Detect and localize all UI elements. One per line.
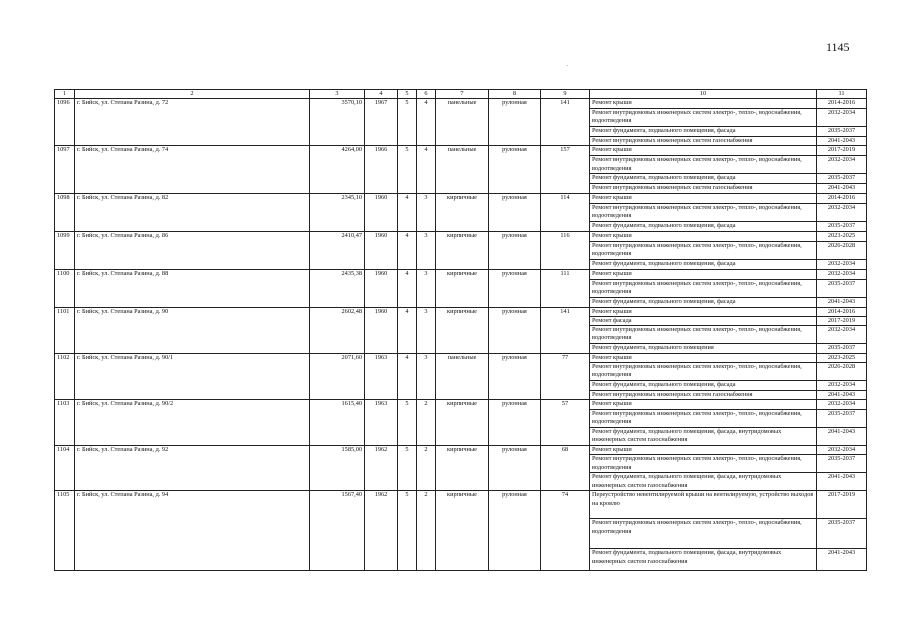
work-type-cell: Ремонт крыши xyxy=(590,231,817,241)
work-type-cell: Ремонт внутридомовых инженерных систем электро-, тепло-, водоснабжения, водоотведения xyxy=(590,519,817,549)
period-cell: 2026-2028 xyxy=(817,363,867,381)
period-cell: 2041-2043 xyxy=(817,137,867,146)
work-type-cell: Ремонт крыши xyxy=(590,400,817,410)
period-cell: 2023-2025 xyxy=(817,353,867,362)
period-cell: 2017-2019 xyxy=(817,316,867,325)
row-number: 1102 xyxy=(55,353,75,399)
period-cell: 2035-2037 xyxy=(817,221,867,231)
address-cell: г. Бийск, ул. Степана Разина, д. 88 xyxy=(75,269,310,307)
walls-cell: кирпичные xyxy=(436,231,489,269)
period-cell: 2032-2034 xyxy=(817,259,867,269)
table-body xyxy=(55,99,867,571)
entrances-cell: 4 xyxy=(417,146,436,193)
scan-speck: · xyxy=(566,62,569,70)
table-row xyxy=(55,353,867,362)
entrances-cell: 2 xyxy=(417,446,436,491)
entrances-cell: 3 xyxy=(417,269,436,307)
walls-cell: панельные xyxy=(436,99,489,146)
area-cell: 2410,47 xyxy=(310,231,365,269)
roof-cell: рулонная xyxy=(489,446,541,491)
column-header-8: 8 xyxy=(489,90,541,99)
roof-cell: рулонная xyxy=(489,400,541,446)
area-cell: 1615,40 xyxy=(310,400,365,446)
floors-cell: 4 xyxy=(398,307,417,353)
work-type-cell: Ремонт крыши xyxy=(590,193,817,203)
year-cell: 1967 xyxy=(365,99,398,146)
work-type-cell: Ремонт фундамента, подвального помещения, фасада xyxy=(590,381,817,391)
work-type-cell: Ремонт внутридомовых инженерных систем электро-, тепло-, водоснабжения, водоотведения xyxy=(590,325,817,343)
address-cell: г. Бийск, ул. Степана Разина, д. 94 xyxy=(75,491,310,571)
apartments-cell: 74 xyxy=(541,491,590,571)
area-cell: 2071,60 xyxy=(310,353,365,399)
year-cell: 1960 xyxy=(365,193,398,231)
walls-cell: кирпичные xyxy=(436,446,489,491)
row-number: 1097 xyxy=(55,146,75,193)
period-cell: 2014-2016 xyxy=(817,193,867,203)
walls-cell: кирпичные xyxy=(436,307,489,353)
period-cell: 2035-2037 xyxy=(817,519,867,549)
work-type-cell: Ремонт фундамента, подвального помещения, фасада xyxy=(590,297,817,307)
address-cell: г. Бийск, ул. Степана Разина, д. 86 xyxy=(75,231,310,269)
walls-cell: кирпичные xyxy=(436,491,489,571)
work-type-cell: Ремонт фундамента, подвального помещения xyxy=(590,343,817,353)
column-header-4: 4 xyxy=(365,90,398,99)
column-header-5: 5 xyxy=(398,90,417,99)
work-type-cell: Ремонт фундамента, подвального помещения, фасада, внутридомовых инженерных систем газоснабжения xyxy=(590,549,817,571)
row-number: 1104 xyxy=(55,446,75,491)
period-cell: 2035-2037 xyxy=(817,127,867,137)
floors-cell: 4 xyxy=(398,269,417,307)
row-number: 1101 xyxy=(55,307,75,353)
period-cell: 2023-2025 xyxy=(817,231,867,241)
apartments-cell: 116 xyxy=(541,231,590,269)
entrances-cell: 3 xyxy=(417,353,436,399)
work-type-cell: Ремонт внутридомовых инженерных систем электро-, тепло-, водоснабжения, водоотведения xyxy=(590,241,817,259)
year-cell: 1963 xyxy=(365,353,398,399)
apartments-cell: 68 xyxy=(541,446,590,491)
address-cell: г. Бийск, ул. Степана Разина, д. 90/2 xyxy=(75,400,310,446)
period-cell: 2035-2037 xyxy=(817,279,867,297)
work-type-cell: Ремонт фундамента, подвального помещения, фасада xyxy=(590,259,817,269)
work-type-cell: Ремонт фундамента, подвального помещения, фасада xyxy=(590,174,817,184)
table-row xyxy=(55,400,867,410)
period-cell: 2032-2034 xyxy=(817,269,867,279)
year-cell: 1960 xyxy=(365,269,398,307)
apartments-cell: 157 xyxy=(541,146,590,193)
period-cell: 2041-2043 xyxy=(817,428,867,446)
table-row xyxy=(55,307,867,316)
work-type-cell: Ремонт крыши xyxy=(590,269,817,279)
entrances-cell: 3 xyxy=(417,231,436,269)
work-type-cell: Ремонт фундамента, подвального помещения, фасада, внутридомовых инженерных систем газоснабжения xyxy=(590,428,817,446)
address-cell: г. Бийск, ул. Степана Разина, д. 82 xyxy=(75,193,310,231)
period-cell: 2032-2034 xyxy=(817,381,867,391)
entrances-cell: 2 xyxy=(417,491,436,571)
period-cell: 2041-2043 xyxy=(817,184,867,193)
work-type-cell: Ремонт внутридомовых инженерных систем электро-, тепло-, водоснабжения, водоотведения xyxy=(590,455,817,473)
row-number: 1098 xyxy=(55,193,75,231)
entrances-cell: 3 xyxy=(417,307,436,353)
period-cell: 2041-2043 xyxy=(817,297,867,307)
apartments-cell: 141 xyxy=(541,99,590,146)
work-type-cell: Ремонт крыши xyxy=(590,99,817,109)
period-cell: 2014-2016 xyxy=(817,307,867,316)
roof-cell: рулонная xyxy=(489,231,541,269)
column-header-6: 6 xyxy=(417,90,436,99)
period-cell: 2032-2034 xyxy=(817,109,867,127)
work-type-cell: Ремонт фундамента, подвального помещения, фасада, внутридомовых инженерных систем газоснабжения xyxy=(590,473,817,491)
walls-cell: панельные xyxy=(436,146,489,193)
roof-cell: рулонная xyxy=(489,146,541,193)
roof-cell: рулонная xyxy=(489,307,541,353)
period-cell: 2032-2034 xyxy=(817,446,867,455)
table-row xyxy=(55,269,867,279)
period-cell: 2014-2016 xyxy=(817,99,867,109)
period-cell: 2026-2028 xyxy=(817,241,867,259)
work-type-cell: Ремонт внутридомовых инженерных систем электро-, тепло-, водоснабжения, водоотведения xyxy=(590,363,817,381)
year-cell: 1960 xyxy=(365,231,398,269)
row-number: 1100 xyxy=(55,269,75,307)
area-cell: 2435,38 xyxy=(310,269,365,307)
column-number-row xyxy=(55,90,867,99)
roof-cell: рулонная xyxy=(489,269,541,307)
floors-cell: 4 xyxy=(398,353,417,399)
area-cell: 1585,00 xyxy=(310,446,365,491)
year-cell: 1966 xyxy=(365,146,398,193)
area-cell: 2602,48 xyxy=(310,307,365,353)
floors-cell: 5 xyxy=(398,146,417,193)
walls-cell: кирпичные xyxy=(436,269,489,307)
period-cell: 2035-2037 xyxy=(817,455,867,473)
period-cell: 2041-2043 xyxy=(817,473,867,491)
address-cell: г. Бийск, ул. Степана Разина, д. 90 xyxy=(75,307,310,353)
area-cell: 4264,00 xyxy=(310,146,365,193)
apartments-cell: 57 xyxy=(541,400,590,446)
work-type-cell: Переустройство невентилируемой крыши на вентилируемую, устройство выходов на кровлю xyxy=(590,491,817,519)
entrances-cell: 4 xyxy=(417,99,436,146)
apartments-cell: 141 xyxy=(541,307,590,353)
floors-cell: 5 xyxy=(398,99,417,146)
year-cell: 1960 xyxy=(365,307,398,353)
period-cell: 2035-2037 xyxy=(817,410,867,428)
period-cell: 2035-2037 xyxy=(817,174,867,184)
walls-cell: кирпичные xyxy=(436,193,489,231)
roof-cell: рулонная xyxy=(489,353,541,399)
column-header-11: 11 xyxy=(817,90,867,99)
table-row xyxy=(55,446,867,455)
roof-cell: рулонная xyxy=(489,99,541,146)
floors-cell: 4 xyxy=(398,193,417,231)
work-type-cell: Ремонт внутридомовых инженерных систем электро-, тепло-, водоснабжения, водоотведения xyxy=(590,156,817,174)
table-row xyxy=(55,491,867,519)
work-type-cell: Ремонт крыши xyxy=(590,307,817,316)
column-header-10: 10 xyxy=(590,90,817,99)
roof-cell: рулонная xyxy=(489,491,541,571)
row-number: 1103 xyxy=(55,400,75,446)
column-header-9: 9 xyxy=(541,90,590,99)
work-type-cell: Ремонт внутридомовых инженерных систем электро-, тепло-, водоснабжения, водоотведения xyxy=(590,109,817,127)
row-number: 1105 xyxy=(55,491,75,571)
period-cell: 2041-2043 xyxy=(817,391,867,400)
work-type-cell: Ремонт фасада xyxy=(590,316,817,325)
work-type-cell: Ремонт фундамента, подвального помещения, фасада xyxy=(590,127,817,137)
column-header-3: 3 xyxy=(310,90,365,99)
apartments-cell: 111 xyxy=(541,269,590,307)
year-cell: 1962 xyxy=(365,446,398,491)
floors-cell: 5 xyxy=(398,491,417,571)
work-type-cell: Ремонт внутридомовых инженерных систем электро-, тепло-, водоснабжения, водоотведения xyxy=(590,410,817,428)
apartments-cell: 77 xyxy=(541,353,590,399)
column-header-2: 2 xyxy=(75,90,310,99)
walls-cell: кирпичные xyxy=(436,400,489,446)
entrances-cell: 2 xyxy=(417,400,436,446)
work-type-cell: Ремонт внутридомовых инженерных систем газоснабжения xyxy=(590,184,817,193)
period-cell: 2017-2019 xyxy=(817,491,867,519)
area-cell: 1567,40 xyxy=(310,491,365,571)
period-cell: 2032-2034 xyxy=(817,325,867,343)
page-number: 1145 xyxy=(826,40,850,54)
period-cell: 2017-2019 xyxy=(817,146,867,156)
work-type-cell: Ремонт фундамента, подвального помещения, фасада xyxy=(590,221,817,231)
work-type-cell: Ремонт внутридомовых инженерных систем электро-, тепло-, водоснабжения, водоотведения xyxy=(590,203,817,221)
work-type-cell: Ремонт крыши xyxy=(590,353,817,362)
period-cell: 2032-2034 xyxy=(817,156,867,174)
row-number: 1099 xyxy=(55,231,75,269)
period-cell: 2032-2034 xyxy=(817,203,867,221)
period-cell: 2041-2043 xyxy=(817,549,867,571)
table-row xyxy=(55,231,867,241)
address-cell: г. Бийск, ул. Степана Разина, д. 72 xyxy=(75,99,310,146)
work-type-cell: Ремонт внутридомовых инженерных систем газоснабжения xyxy=(590,137,817,146)
floors-cell: 5 xyxy=(398,446,417,491)
area-cell: 3570,10 xyxy=(310,99,365,146)
walls-cell: панельные xyxy=(436,353,489,399)
year-cell: 1962 xyxy=(365,491,398,571)
work-type-cell: Ремонт внутридомовых инженерных систем электро-, тепло-, водоснабжения, водоотведения xyxy=(590,279,817,297)
year-cell: 1963 xyxy=(365,400,398,446)
floors-cell: 4 xyxy=(398,231,417,269)
period-cell: 2032-2034 xyxy=(817,400,867,410)
work-type-cell: Ремонт крыши xyxy=(590,446,817,455)
table-row xyxy=(55,193,867,203)
apartments-cell: 114 xyxy=(541,193,590,231)
work-type-cell: Ремонт крыши xyxy=(590,146,817,156)
table-row xyxy=(55,146,867,156)
roof-cell: рулонная xyxy=(489,193,541,231)
column-header-1: 1 xyxy=(55,90,75,99)
column-header-7: 7 xyxy=(436,90,489,99)
period-cell: 2035-2037 xyxy=(817,343,867,353)
address-cell: г. Бийск, ул. Степана Разина, д. 90/1 xyxy=(75,353,310,399)
capital-repair-table xyxy=(54,89,867,571)
work-type-cell: Ремонт внутридомовых инженерных систем газоснабжения xyxy=(590,391,817,400)
row-number: 1096 xyxy=(55,99,75,146)
address-cell: г. Бийск, ул. Степана Разина, д. 92 xyxy=(75,446,310,491)
address-cell: г. Бийск, ул. Степана Разина, д. 74 xyxy=(75,146,310,193)
floors-cell: 5 xyxy=(398,400,417,446)
area-cell: 2345,10 xyxy=(310,193,365,231)
entrances-cell: 3 xyxy=(417,193,436,231)
table-row xyxy=(55,99,867,109)
